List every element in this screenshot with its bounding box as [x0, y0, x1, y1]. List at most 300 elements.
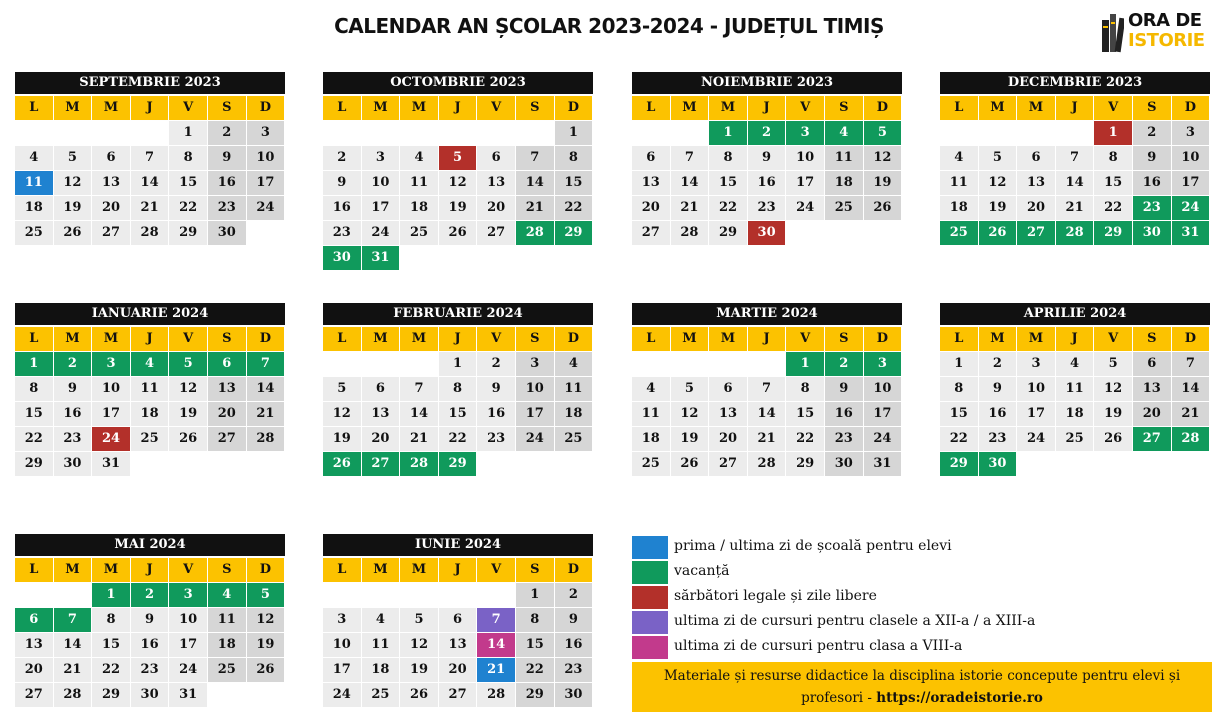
- weekday-label: V: [786, 327, 824, 351]
- weekday-label: M: [709, 327, 747, 351]
- day-cell: 7: [1056, 146, 1094, 170]
- day-cell: 16: [1133, 171, 1171, 195]
- day-cell: 7: [131, 146, 169, 170]
- weekday-label: L: [323, 558, 361, 582]
- day-cell: 17: [92, 402, 130, 426]
- day-cell: 9: [825, 377, 863, 401]
- weekday-label: V: [786, 96, 824, 120]
- day-cell: 9: [477, 377, 515, 401]
- legend-swatch-purple: [632, 611, 668, 634]
- promo-link[interactable]: https://oradeistorie.ro: [876, 690, 1043, 706]
- day-cell: 14: [1056, 171, 1094, 195]
- day-cell: 18: [940, 196, 978, 220]
- day-cell: 16: [54, 402, 92, 426]
- day-cell: 12: [979, 171, 1017, 195]
- day-cell: 1: [15, 352, 53, 376]
- day-cell: 25: [131, 427, 169, 451]
- day-cell: 23: [555, 658, 593, 682]
- weekday-header: [940, 96, 1210, 120]
- weekday-label: D: [555, 96, 593, 120]
- day-cell: 28: [477, 683, 515, 707]
- day-cell: 10: [323, 633, 361, 657]
- day-cell: 15: [169, 171, 207, 195]
- day-cell: 10: [169, 608, 207, 632]
- weekday-header: [15, 558, 285, 582]
- day-cell: 8: [169, 146, 207, 170]
- day-cell: 21: [1172, 402, 1210, 426]
- day-cell: 3: [92, 352, 130, 376]
- page-title: CALENDAR AN ȘCOLAR 2023-2024 - JUDEȚUL TIMIȘ: [334, 14, 884, 38]
- legend-label: sărbători legale și zile libere: [674, 588, 877, 604]
- day-cell: 18: [131, 402, 169, 426]
- day-cell: 26: [54, 221, 92, 245]
- day-cell: 22: [169, 196, 207, 220]
- day-cell: 29: [940, 452, 978, 476]
- day-cell: 24: [786, 196, 824, 220]
- promo-prefix: profesori -: [801, 690, 877, 706]
- weekday-label: L: [323, 96, 361, 120]
- day-cell: 8: [1094, 146, 1132, 170]
- day-cell: 7: [516, 146, 554, 170]
- empty-cell: [362, 352, 400, 376]
- day-cell: 12: [864, 146, 902, 170]
- weekday-label: M: [671, 96, 709, 120]
- day-cell: 30: [323, 246, 361, 270]
- day-cell: 30: [979, 452, 1017, 476]
- days-grid: [323, 121, 593, 270]
- day-cell: 29: [92, 683, 130, 707]
- day-cell: 4: [555, 352, 593, 376]
- weekday-label: S: [208, 327, 246, 351]
- day-cell: 11: [362, 633, 400, 657]
- day-cell: 12: [247, 608, 285, 632]
- day-cell: 4: [400, 146, 438, 170]
- day-cell: 2: [748, 121, 786, 145]
- day-cell: 17: [323, 658, 361, 682]
- empty-cell: [323, 121, 361, 145]
- day-cell: 23: [323, 221, 361, 245]
- weekday-label: D: [864, 96, 902, 120]
- day-cell: 2: [1133, 121, 1171, 145]
- day-cell: 16: [979, 402, 1017, 426]
- weekday-label: S: [516, 96, 554, 120]
- day-cell: 5: [169, 352, 207, 376]
- day-cell: 16: [131, 633, 169, 657]
- day-cell: 4: [208, 583, 246, 607]
- day-cell: 6: [208, 352, 246, 376]
- day-cell: 22: [439, 427, 477, 451]
- day-cell: 17: [247, 171, 285, 195]
- day-cell: 15: [516, 633, 554, 657]
- day-cell: 1: [92, 583, 130, 607]
- day-cell: 20: [208, 402, 246, 426]
- month-title: MAI 2024: [15, 534, 285, 556]
- day-cell: 26: [247, 658, 285, 682]
- month-title: NOIEMBRIE 2023: [632, 72, 902, 94]
- weekday-label: S: [516, 558, 554, 582]
- weekday-label: M: [54, 96, 92, 120]
- empty-cell: [477, 121, 515, 145]
- day-cell: 25: [940, 221, 978, 245]
- day-cell: 13: [15, 633, 53, 657]
- empty-cell: [15, 583, 53, 607]
- day-cell: 20: [477, 196, 515, 220]
- weekday-label: J: [131, 96, 169, 120]
- day-cell: 16: [323, 196, 361, 220]
- days-grid: [15, 352, 285, 476]
- day-cell: 29: [555, 221, 593, 245]
- day-cell: 26: [323, 452, 361, 476]
- day-cell: 20: [1017, 196, 1055, 220]
- day-cell: 11: [208, 608, 246, 632]
- day-cell: 10: [92, 377, 130, 401]
- day-cell: 29: [516, 683, 554, 707]
- day-cell: 24: [516, 427, 554, 451]
- day-cell: 26: [864, 196, 902, 220]
- logo-text-line1: ORA DE: [1128, 10, 1202, 31]
- weekday-header: [632, 327, 902, 351]
- day-cell: 20: [92, 196, 130, 220]
- day-cell: 13: [477, 171, 515, 195]
- weekday-label: D: [864, 327, 902, 351]
- day-cell: 5: [400, 608, 438, 632]
- day-cell: 4: [825, 121, 863, 145]
- day-cell: 12: [400, 633, 438, 657]
- day-cell: 10: [864, 377, 902, 401]
- day-cell: 11: [825, 146, 863, 170]
- empty-cell: [439, 121, 477, 145]
- day-cell: 7: [400, 377, 438, 401]
- weekday-label: L: [15, 558, 53, 582]
- weekday-label: J: [131, 558, 169, 582]
- day-cell: 5: [1094, 352, 1132, 376]
- weekday-label: L: [15, 327, 53, 351]
- day-cell: 23: [131, 658, 169, 682]
- day-cell: 1: [555, 121, 593, 145]
- empty-cell: [477, 583, 515, 607]
- day-cell: 23: [208, 196, 246, 220]
- weekday-label: V: [1094, 327, 1132, 351]
- weekday-label: L: [632, 96, 670, 120]
- day-cell: 7: [1172, 352, 1210, 376]
- weekday-header: [323, 96, 593, 120]
- day-cell: 6: [1133, 352, 1171, 376]
- day-cell: 16: [555, 633, 593, 657]
- month-calendar: [323, 72, 593, 270]
- weekday-label: M: [92, 96, 130, 120]
- day-cell: 13: [1017, 171, 1055, 195]
- weekday-label: D: [247, 96, 285, 120]
- day-cell: 12: [323, 402, 361, 426]
- weekday-label: M: [92, 558, 130, 582]
- day-cell: 8: [516, 608, 554, 632]
- day-cell: 19: [323, 427, 361, 451]
- weekday-label: M: [400, 96, 438, 120]
- day-cell: 13: [1133, 377, 1171, 401]
- day-cell: 18: [362, 658, 400, 682]
- empty-cell: [1017, 121, 1055, 145]
- empty-cell: [671, 352, 709, 376]
- day-cell: 26: [671, 452, 709, 476]
- days-grid: [15, 583, 285, 707]
- day-cell: 24: [362, 221, 400, 245]
- day-cell: 19: [247, 633, 285, 657]
- month-calendar: [632, 72, 902, 245]
- day-cell: 24: [1172, 196, 1210, 220]
- day-cell: 17: [516, 402, 554, 426]
- day-cell: 19: [439, 196, 477, 220]
- day-cell: 27: [439, 683, 477, 707]
- day-cell: 27: [1133, 427, 1171, 451]
- day-cell: 27: [709, 452, 747, 476]
- day-cell: 28: [748, 452, 786, 476]
- day-cell: 1: [1094, 121, 1132, 145]
- day-cell: 31: [362, 246, 400, 270]
- month-title: MARTIE 2024: [632, 303, 902, 325]
- empty-cell: [54, 121, 92, 145]
- weekday-label: V: [477, 327, 515, 351]
- day-cell: 16: [748, 171, 786, 195]
- day-cell: 3: [786, 121, 824, 145]
- day-cell: 1: [169, 121, 207, 145]
- day-cell: 20: [439, 658, 477, 682]
- day-cell: 24: [169, 658, 207, 682]
- day-cell: 28: [131, 221, 169, 245]
- weekday-label: M: [362, 327, 400, 351]
- day-cell: 5: [979, 146, 1017, 170]
- day-cell: 8: [555, 146, 593, 170]
- day-cell: 29: [786, 452, 824, 476]
- day-cell: 6: [15, 608, 53, 632]
- day-cell: 27: [1017, 221, 1055, 245]
- day-cell: 21: [247, 402, 285, 426]
- empty-cell: [400, 583, 438, 607]
- days-grid: [632, 352, 902, 476]
- legend-swatch-pink: [632, 636, 668, 659]
- day-cell: 20: [632, 196, 670, 220]
- day-cell: 2: [477, 352, 515, 376]
- day-cell: 14: [516, 171, 554, 195]
- day-cell: 31: [864, 452, 902, 476]
- day-cell: 25: [1056, 427, 1094, 451]
- day-cell: 24: [92, 427, 130, 451]
- day-cell: 2: [825, 352, 863, 376]
- day-cell: 7: [748, 377, 786, 401]
- empty-cell: [439, 583, 477, 607]
- legend-swatch-green: [632, 561, 668, 584]
- day-cell: 30: [208, 221, 246, 245]
- day-cell: 1: [709, 121, 747, 145]
- day-cell: 13: [362, 402, 400, 426]
- month-calendar: [940, 72, 1210, 245]
- day-cell: 23: [979, 427, 1017, 451]
- legend-label: prima / ultima zi de școală pentru elevi: [674, 538, 952, 554]
- day-cell: 9: [208, 146, 246, 170]
- day-cell: 19: [979, 196, 1017, 220]
- day-cell: 11: [555, 377, 593, 401]
- legend-swatch-blue: [632, 536, 668, 559]
- month-calendar: [323, 303, 593, 476]
- day-cell: 8: [92, 608, 130, 632]
- day-cell: 26: [979, 221, 1017, 245]
- day-cell: 17: [362, 196, 400, 220]
- day-cell: 15: [786, 402, 824, 426]
- weekday-label: J: [439, 558, 477, 582]
- month-title: APRILIE 2024: [940, 303, 1210, 325]
- day-cell: 17: [1172, 171, 1210, 195]
- promo-banner: [632, 662, 1212, 712]
- day-cell: 21: [516, 196, 554, 220]
- weekday-label: M: [709, 96, 747, 120]
- day-cell: 28: [1172, 427, 1210, 451]
- day-cell: 17: [1017, 402, 1055, 426]
- month-calendar: [323, 534, 593, 707]
- day-cell: 3: [1017, 352, 1055, 376]
- day-cell: 22: [940, 427, 978, 451]
- day-cell: 10: [362, 171, 400, 195]
- day-cell: 7: [54, 608, 92, 632]
- day-cell: 21: [671, 196, 709, 220]
- day-cell: 6: [632, 146, 670, 170]
- empty-cell: [632, 121, 670, 145]
- day-cell: 29: [439, 452, 477, 476]
- day-cell: 11: [632, 402, 670, 426]
- day-cell: 22: [15, 427, 53, 451]
- day-cell: 2: [208, 121, 246, 145]
- day-cell: 28: [400, 452, 438, 476]
- day-cell: 1: [439, 352, 477, 376]
- logo-text-line2: ISTORIE: [1128, 30, 1205, 51]
- day-cell: 14: [400, 402, 438, 426]
- day-cell: 28: [54, 683, 92, 707]
- day-cell: 6: [477, 146, 515, 170]
- legend-item-first-last-day: [632, 535, 1212, 560]
- weekday-label: L: [940, 327, 978, 351]
- day-cell: 7: [477, 608, 515, 632]
- day-cell: 14: [54, 633, 92, 657]
- weekday-label: S: [1133, 96, 1171, 120]
- day-cell: 15: [92, 633, 130, 657]
- days-grid: [940, 121, 1210, 245]
- day-cell: 10: [247, 146, 285, 170]
- day-cell: 22: [1094, 196, 1132, 220]
- day-cell: 3: [169, 583, 207, 607]
- day-cell: 3: [516, 352, 554, 376]
- empty-cell: [709, 352, 747, 376]
- empty-cell: [131, 121, 169, 145]
- day-cell: 16: [825, 402, 863, 426]
- day-cell: 18: [208, 633, 246, 657]
- day-cell: 20: [709, 427, 747, 451]
- day-cell: 30: [1133, 221, 1171, 245]
- legend-item-holiday: [632, 585, 1212, 610]
- day-cell: 8: [709, 146, 747, 170]
- weekday-label: M: [54, 327, 92, 351]
- day-cell: 12: [439, 171, 477, 195]
- day-cell: 15: [15, 402, 53, 426]
- day-cell: 3: [323, 608, 361, 632]
- month-calendar: [15, 72, 285, 245]
- day-cell: 19: [169, 402, 207, 426]
- day-cell: 4: [1056, 352, 1094, 376]
- day-cell: 13: [208, 377, 246, 401]
- day-cell: 2: [979, 352, 1017, 376]
- days-grid: [15, 121, 285, 245]
- day-cell: 18: [825, 171, 863, 195]
- day-cell: 31: [92, 452, 130, 476]
- day-cell: 23: [477, 427, 515, 451]
- weekday-label: V: [169, 96, 207, 120]
- day-cell: 28: [247, 427, 285, 451]
- weekday-header: [15, 96, 285, 120]
- weekday-label: S: [208, 558, 246, 582]
- day-cell: 24: [247, 196, 285, 220]
- day-cell: 14: [247, 377, 285, 401]
- day-cell: 30: [748, 221, 786, 245]
- day-cell: 19: [400, 658, 438, 682]
- logo[interactable]: [1098, 8, 1210, 56]
- legend-item-last-day-xii: [632, 610, 1212, 635]
- day-cell: 10: [1017, 377, 1055, 401]
- weekday-label: M: [362, 558, 400, 582]
- day-cell: 20: [362, 427, 400, 451]
- day-cell: 6: [709, 377, 747, 401]
- day-cell: 1: [940, 352, 978, 376]
- weekday-label: S: [208, 96, 246, 120]
- day-cell: 31: [169, 683, 207, 707]
- day-cell: 9: [979, 377, 1017, 401]
- weekday-label: M: [1017, 96, 1055, 120]
- day-cell: 4: [15, 146, 53, 170]
- day-cell: 5: [247, 583, 285, 607]
- month-title: FEBRUARIE 2024: [323, 303, 593, 325]
- month-calendar: [15, 303, 285, 476]
- day-cell: 1: [516, 583, 554, 607]
- day-cell: 30: [131, 683, 169, 707]
- day-cell: 14: [131, 171, 169, 195]
- day-cell: 21: [477, 658, 515, 682]
- day-cell: 19: [54, 196, 92, 220]
- day-cell: 9: [748, 146, 786, 170]
- day-cell: 22: [516, 658, 554, 682]
- day-cell: 26: [1094, 427, 1132, 451]
- day-cell: 22: [92, 658, 130, 682]
- day-cell: 21: [131, 196, 169, 220]
- books-icon: [1100, 10, 1124, 54]
- empty-cell: [362, 121, 400, 145]
- weekday-label: M: [1017, 327, 1055, 351]
- day-cell: 30: [555, 683, 593, 707]
- day-cell: 2: [131, 583, 169, 607]
- day-cell: 6: [362, 377, 400, 401]
- weekday-label: M: [979, 327, 1017, 351]
- day-cell: 26: [169, 427, 207, 451]
- weekday-label: J: [439, 327, 477, 351]
- weekday-label: S: [825, 327, 863, 351]
- day-cell: 21: [1056, 196, 1094, 220]
- day-cell: 15: [555, 171, 593, 195]
- day-cell: 25: [15, 221, 53, 245]
- weekday-label: D: [555, 558, 593, 582]
- day-cell: 8: [940, 377, 978, 401]
- day-cell: 30: [54, 452, 92, 476]
- weekday-header: [632, 96, 902, 120]
- day-cell: 4: [131, 352, 169, 376]
- day-cell: 9: [131, 608, 169, 632]
- day-cell: 20: [15, 658, 53, 682]
- day-cell: 14: [671, 171, 709, 195]
- weekday-label: L: [15, 96, 53, 120]
